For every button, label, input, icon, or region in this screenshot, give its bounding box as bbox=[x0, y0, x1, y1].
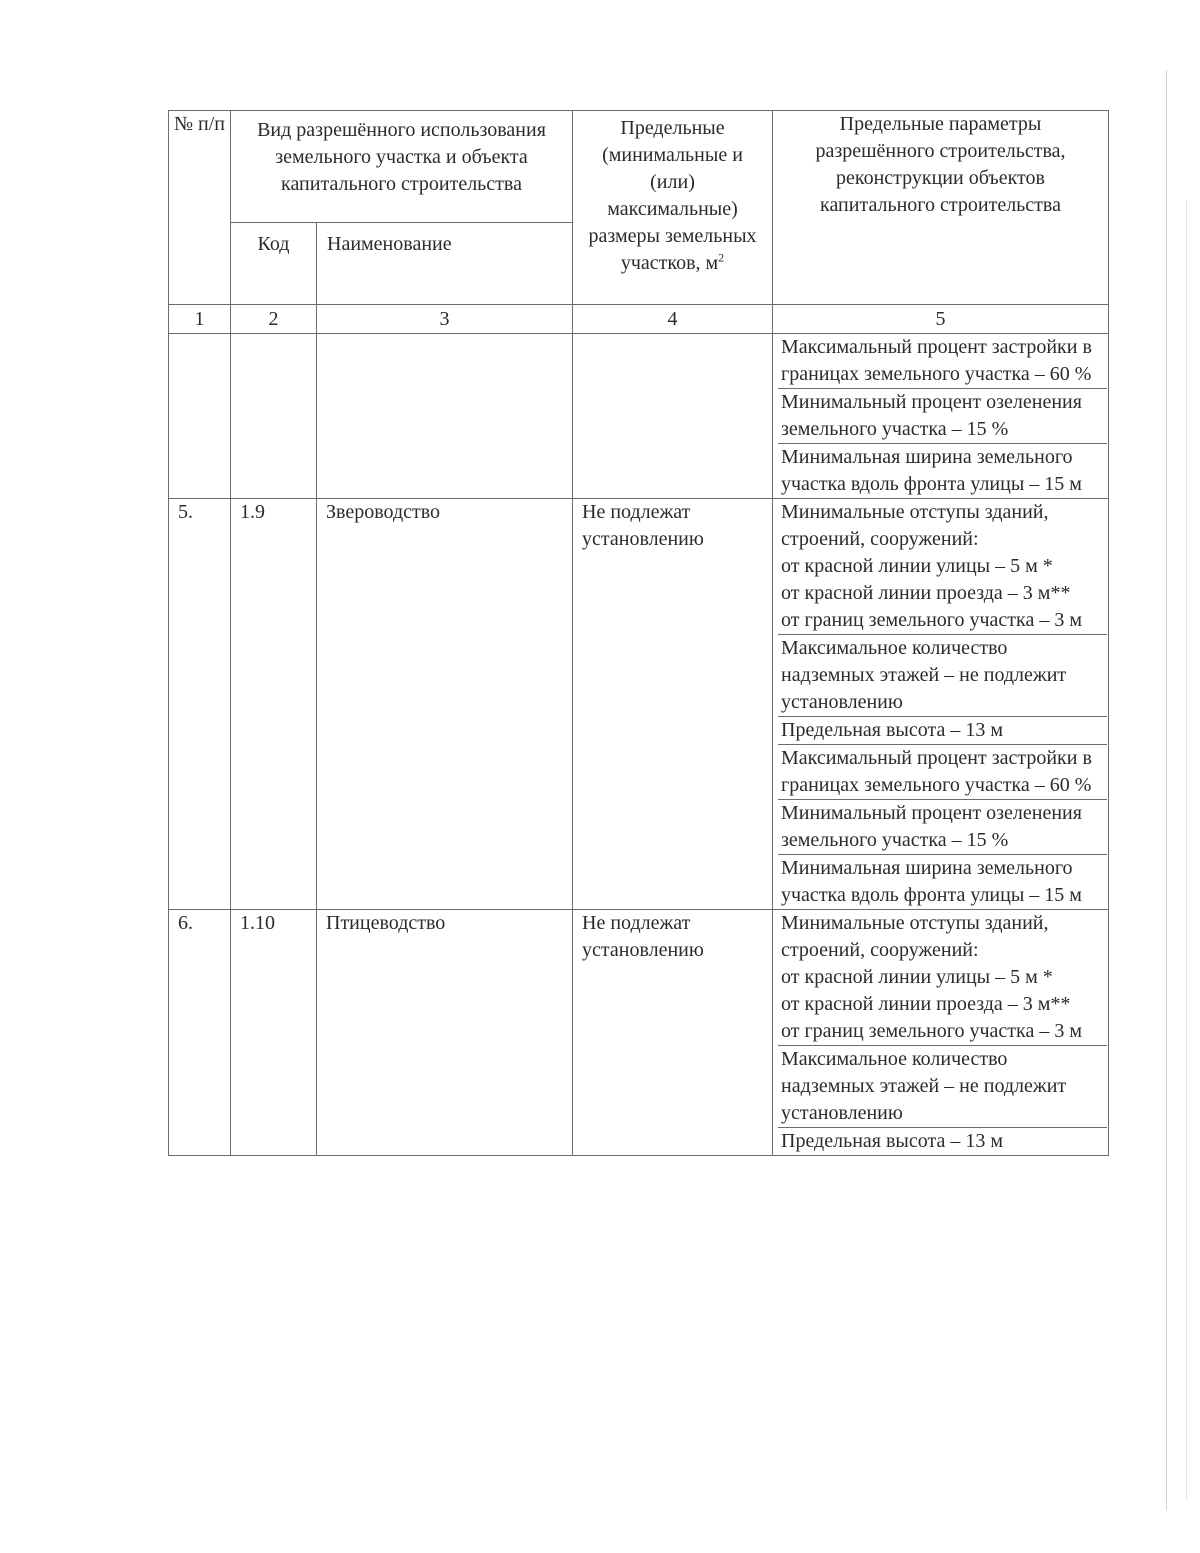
cell-empty bbox=[573, 334, 773, 499]
header-name: Наименование bbox=[317, 223, 573, 305]
column-numbers-row bbox=[169, 305, 1109, 334]
cell-plot-size: Не подлежат установлению bbox=[573, 499, 773, 910]
header-code: Код bbox=[231, 223, 317, 305]
cell-params bbox=[773, 910, 1109, 1156]
cell-number: 5. bbox=[169, 499, 231, 910]
param-item: Минимальная ширина земельного участка вдоль фронта улицы – 15 м bbox=[781, 857, 1082, 906]
cell-number: 6. bbox=[169, 910, 231, 1156]
param-item: Максимальный процент застройки в границах земельного участка – 60 % bbox=[778, 745, 1107, 800]
column-number: 1 bbox=[169, 305, 231, 334]
header-number: № п/п bbox=[169, 111, 231, 305]
param-item: Предельная высота – 13 м bbox=[781, 1130, 1004, 1152]
table-row bbox=[169, 499, 1109, 910]
table-row-continuation bbox=[169, 334, 1109, 499]
param-item: Минимальный процент озеленения земельного участка – 15 % bbox=[778, 389, 1107, 444]
cell-empty bbox=[317, 334, 573, 499]
param-item: Максимальное количество надземных этажей – не подлежит установлению bbox=[778, 1046, 1107, 1128]
cell-plot-size: Не подлежат установлению bbox=[573, 910, 773, 1156]
header-plot-size-text: Предельные (минимальные и (или) максимальные) размеры земельных участков, м bbox=[588, 117, 757, 274]
header-use-type-group: Вид разрешённого использования земельного участка и объекта капитального строительства bbox=[231, 111, 573, 223]
param-item: Минимальный процент озеленения земельного участка – 15 % bbox=[778, 800, 1107, 855]
cell-code: 1.10 bbox=[231, 910, 317, 1156]
column-number: 2 bbox=[231, 305, 317, 334]
cell-params bbox=[773, 499, 1109, 910]
land-use-parameters-table bbox=[168, 110, 1109, 1156]
param-item: Минимальные отступы зданий, строений, сооружений: от красной линии улицы – 5 м * от красной линии проезда – 3 м** от границ земельного участка – 3 м bbox=[778, 910, 1107, 1046]
table-row bbox=[169, 910, 1109, 1156]
param-item: Минимальная ширина земельного участка вдоль фронта улицы – 15 м bbox=[781, 446, 1082, 495]
param-item: Предельная высота – 13 м bbox=[778, 717, 1107, 745]
header-construction-params: Предельные параметры разрешённого строительства, реконструкции объектов капитального строительства bbox=[773, 111, 1109, 305]
column-number: 4 bbox=[573, 305, 773, 334]
cell-code: 1.9 bbox=[231, 499, 317, 910]
header-plot-size bbox=[573, 111, 773, 305]
column-number: 5 bbox=[773, 305, 1109, 334]
scan-edge-mark bbox=[1166, 70, 1167, 1510]
header-plot-size-unit-power: 2 bbox=[718, 250, 725, 265]
param-item: Максимальное количество надземных этажей – не подлежит установлению bbox=[778, 635, 1107, 717]
column-number: 3 bbox=[317, 305, 573, 334]
cell-empty bbox=[231, 334, 317, 499]
scan-edge-mark bbox=[1186, 200, 1187, 1500]
cell-name: Птицеводство bbox=[317, 910, 573, 1156]
param-item: Максимальный процент застройки в границах земельного участка – 60 % bbox=[778, 334, 1107, 389]
cell-name: Звероводство bbox=[317, 499, 573, 910]
param-item: Минимальные отступы зданий, строений, сооружений: от красной линии улицы – 5 м * от красной линии проезда – 3 м** от границ земельного участка – 3 м bbox=[778, 499, 1107, 635]
cell-empty bbox=[169, 334, 231, 499]
cell-params bbox=[773, 334, 1109, 499]
